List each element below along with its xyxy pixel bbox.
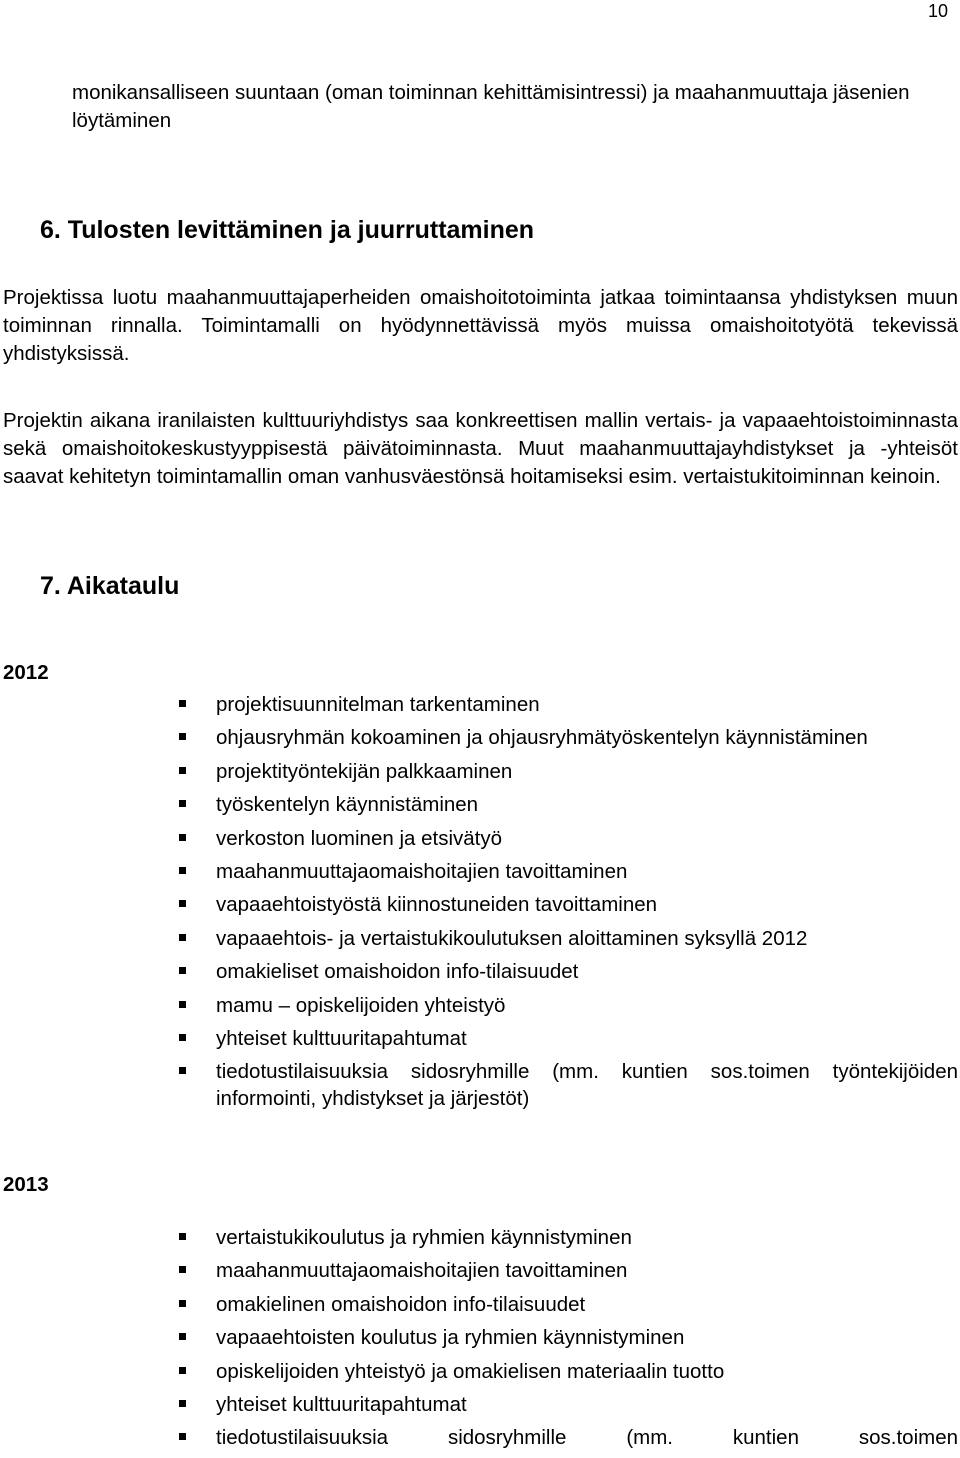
section-6-heading: 6. Tulosten levittäminen ja juurruttaminen (40, 216, 535, 244)
square-bullet-icon (179, 1433, 186, 1440)
list-item: opiskelijoiden yhteistyö ja omakielisen materiaalin tuotto (178, 1358, 958, 1385)
list-item: maahanmuuttajaomaishoitajien tavoittaminen (178, 858, 958, 885)
square-bullet-icon (179, 934, 186, 941)
square-bullet-icon (179, 834, 186, 841)
square-bullet-icon (179, 1333, 186, 1340)
schedule-list-2013 (178, 1224, 958, 1458)
square-bullet-icon (179, 1266, 186, 1273)
list-item: omakielinen omaishoidon info-tilaisuudet (178, 1291, 958, 1318)
square-bullet-icon (179, 767, 186, 774)
list-item: maahanmuuttajaomaishoitajien tavoittaminen (178, 1257, 958, 1284)
square-bullet-icon (179, 1233, 186, 1240)
list-item: ohjausryhmän kokoaminen ja ohjausryhmätyöskentelyn käynnistäminen (178, 724, 958, 751)
intro-paragraph: monikansalliseen suuntaan (oman toiminnan kehittämisintressi) ja maahanmuuttaja jäsenien löytäminen (72, 81, 910, 132)
square-bullet-icon (179, 900, 186, 907)
year-2013-label: 2013 (3, 1173, 49, 1196)
square-bullet-icon (179, 1400, 186, 1407)
square-bullet-icon (179, 1001, 186, 1008)
list-item: tiedotustilaisuuksia sidosryhmille (mm. kuntien sos.toimen (178, 1424, 958, 1451)
section-6-paragraph-2: Projektin aikana iranilaisten kulttuuriyhdistys saa konkreettisen mallin vertais- ja vapaaehtoistoiminnasta sekä omaishoitokeskustyyppisestä päivätoiminnasta. Muut maahanmuuttajayhdistykset ja -yhteisöt saavat kehitetyn toimintamallin oman vanhusväestönsä hoitamiseksi esim. vertaistukitoiminnan keinoin. (3, 409, 958, 488)
list-item: vapaaehtoistyöstä kiinnostuneiden tavoittaminen (178, 891, 958, 918)
list-item: vertaistukikoulutus ja ryhmien käynnistyminen (178, 1224, 958, 1251)
square-bullet-icon (179, 1034, 186, 1041)
page-number: 10 (928, 1, 949, 21)
schedule-list-2012 (178, 691, 958, 1119)
square-bullet-icon (179, 1300, 186, 1307)
section-7-heading: 7. Aikataulu (40, 572, 180, 600)
square-bullet-icon (179, 1367, 186, 1374)
square-bullet-icon (179, 733, 186, 740)
list-item: yhteiset kulttuuritapahtumat (178, 1025, 958, 1052)
list-item: verkoston luominen ja etsivätyö (178, 825, 958, 852)
square-bullet-icon (179, 867, 186, 874)
section-6-paragraph-1: Projektissa luotu maahanmuuttajaperheiden omaishoitotoiminta jatkaa toimintaansa yhdistyksen muun toiminnan rinnalla. Toimintamalli on hyödynnettävissä myös muissa omaishoitotyötä tekevissä yhdistyksissä. (3, 286, 958, 365)
square-bullet-icon (179, 800, 186, 807)
square-bullet-icon (179, 700, 186, 707)
list-item: vapaaehtoisten koulutus ja ryhmien käynnistyminen (178, 1324, 958, 1351)
list-item: vapaaehtois- ja vertaistukikoulutuksen aloittaminen syksyllä 2012 (178, 925, 958, 952)
list-item: projektisuunnitelman tarkentaminen (178, 691, 958, 718)
list-item: mamu – opiskelijoiden yhteistyö (178, 992, 958, 1019)
square-bullet-icon (179, 1067, 186, 1074)
square-bullet-icon (179, 967, 186, 974)
year-2012-label: 2012 (3, 661, 49, 684)
list-item: yhteiset kulttuuritapahtumat (178, 1391, 958, 1418)
list-item: tiedotustilaisuuksia sidosryhmille (mm. kuntien sos.toimen työntekijöiden informointi, yhdistykset ja järjestöt) (178, 1058, 958, 1112)
list-item: omakieliset omaishoidon info-tilaisuudet (178, 958, 958, 985)
list-item: työskentelyn käynnistäminen (178, 791, 958, 818)
list-item: projektityöntekijän palkkaaminen (178, 758, 958, 785)
